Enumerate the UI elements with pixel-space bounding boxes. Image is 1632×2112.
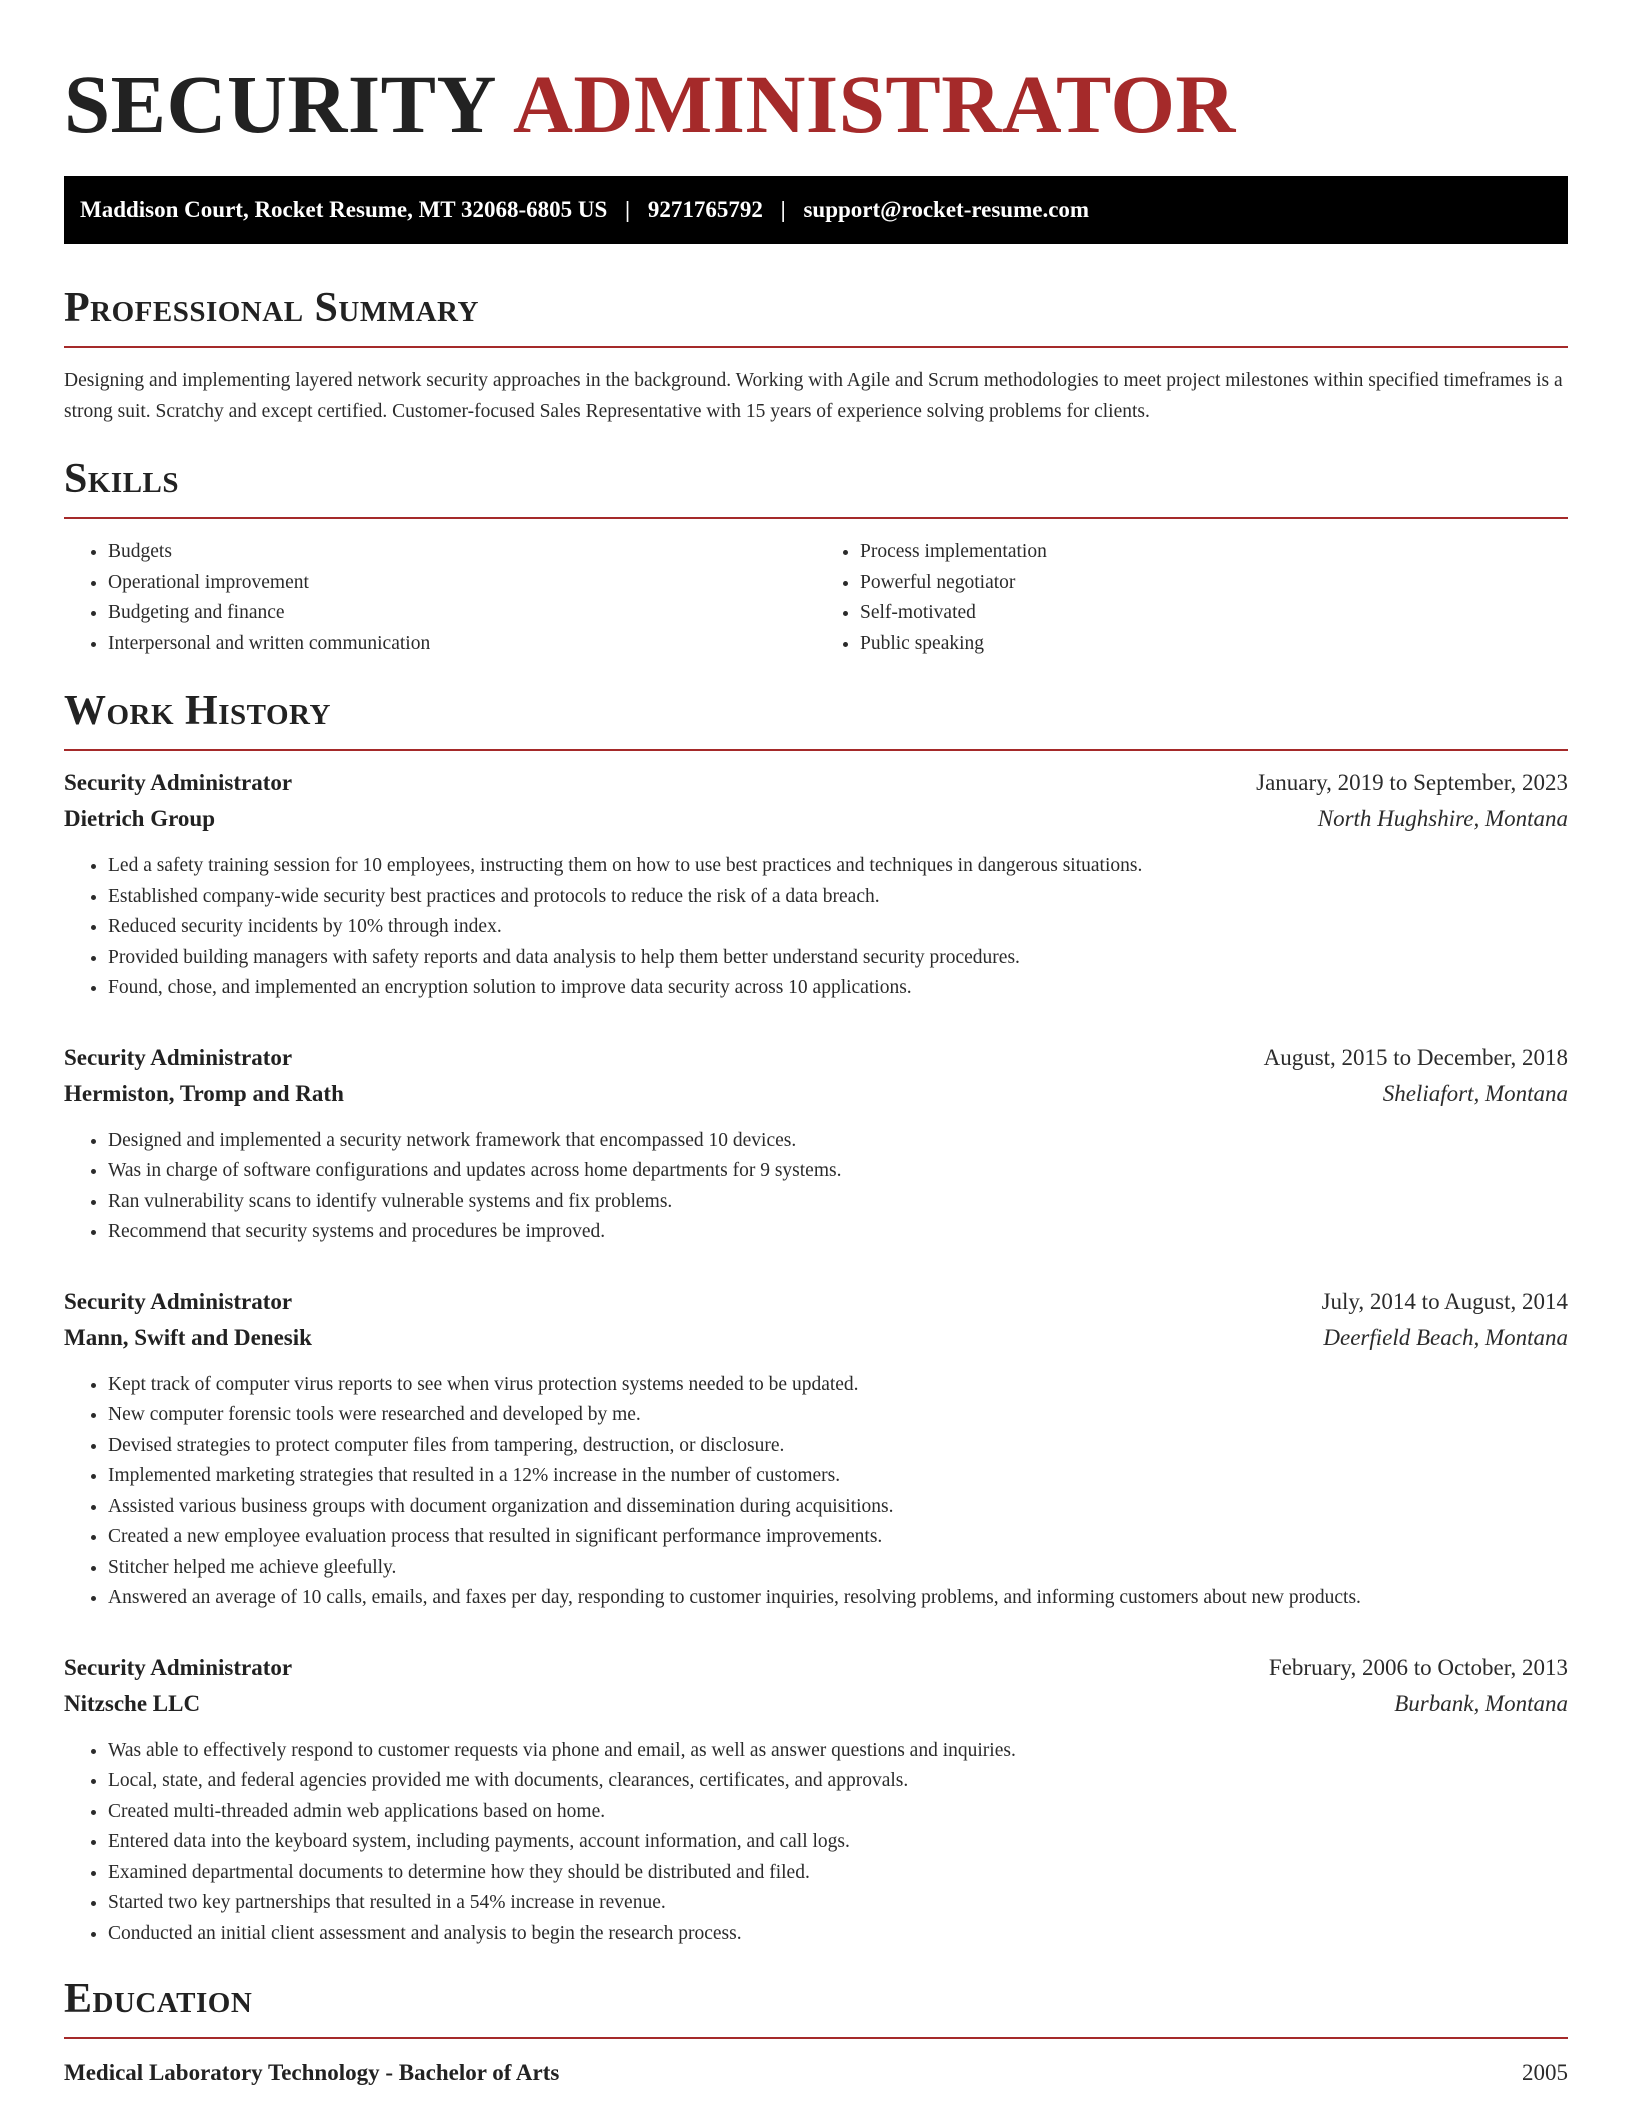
job-location: Sheliafort, Montana xyxy=(1382,1080,1568,1106)
job-bullet: • Stitcher helped me achieve gleefully. xyxy=(108,1553,1568,1584)
summary-text: Designing and implementing layered network security approaches in the background. Working with Agile and Scrum methodologies to meet project milestones within specified timeframes is a strong suit. Scratchy and except certified. Customer-focused Sales Representative with 15 years of experience solving problems for clients. xyxy=(64,370,1563,422)
skills-columns xyxy=(64,537,1568,659)
job-company-row xyxy=(64,801,1568,837)
job-dates: January, 2019 to September, 2023 xyxy=(1256,770,1568,795)
job-company: Mann, Swift and Denesik xyxy=(64,1324,312,1350)
skills-right-list xyxy=(816,537,1568,659)
job-location: Burbank, Montana xyxy=(1394,1690,1568,1716)
education-row xyxy=(64,2055,1568,2091)
job-bullet: • Ran vulnerability scans to identify vulnerable systems and fix problems. xyxy=(108,1187,1568,1218)
job-bullet: • Found, chose, and implemented an encryption solution to improve data security across 10 applications. xyxy=(108,973,1568,1004)
job-title: Security Administrator xyxy=(64,1288,293,1314)
job-company-row xyxy=(64,1686,1568,1722)
job-bullet: • Local, state, and federal agencies provided me with documents, clearances, certificates, and approvals. xyxy=(108,1766,1568,1797)
job-company: Nitzsche LLC xyxy=(64,1690,201,1716)
skill-item: • Self-motivated xyxy=(860,598,1568,629)
job-header-row xyxy=(64,1284,1568,1320)
job-header-row xyxy=(64,1650,1568,1686)
section-title-skills: Skills xyxy=(64,456,180,502)
section-divider xyxy=(64,346,1568,348)
job-entry xyxy=(64,1650,1568,1950)
name-last: ADMINISTRATOR xyxy=(512,58,1236,150)
job-dates: August, 2015 to December, 2018 xyxy=(1263,1044,1568,1070)
summary-section xyxy=(64,284,1568,427)
job-bullet: • New computer forensic tools were researched and developed by me. xyxy=(108,1400,1568,1431)
job-location: North Hughshire, Montana xyxy=(1317,806,1568,831)
job-location: Deerfield Beach, Montana xyxy=(1323,1324,1568,1350)
job-bullet: • Examined departmental documents to determine how they should be distributed and filed. xyxy=(108,1858,1568,1889)
section-divider xyxy=(64,517,1568,519)
job-header-row xyxy=(64,1040,1568,1076)
job-entry xyxy=(64,1284,1568,1614)
job-bullet: • Answered an average of 10 calls, emails, and faxes per day, responding to customer inquiries, resolving problems, and informing customers about new products. xyxy=(108,1583,1568,1614)
job-dates: February, 2006 to October, 2013 xyxy=(1268,1654,1568,1680)
job-bullets xyxy=(64,1126,1568,1248)
job-entry xyxy=(64,765,1568,1004)
section-title-education: Education xyxy=(64,1976,253,2022)
job-title: Security Administrator xyxy=(64,1044,293,1070)
job-title: Security Administrator xyxy=(64,770,293,795)
job-bullet: • Created a new employee evaluation process that resulted in significant performance improvements. xyxy=(108,1522,1568,1553)
job-company: Dietrich Group xyxy=(64,806,215,831)
job-bullet: • Implemented marketing strategies that resulted in a 12% increase in the number of customers. xyxy=(108,1461,1568,1492)
job-title: Security Administrator xyxy=(64,1654,293,1680)
contact-address: Maddison Court, Rocket Resume, MT 32068-6805 US xyxy=(80,197,608,222)
job-dates: July, 2014 to August, 2014 xyxy=(1321,1288,1568,1314)
skill-item: • Interpersonal and written communication xyxy=(108,629,816,660)
job-company: Hermiston, Tromp and Rath xyxy=(64,1080,344,1106)
job-bullet: • Conducted an initial client assessment and analysis to begin the research process. xyxy=(108,1919,1568,1950)
job-bullet: • Led a safety training session for 10 employees, instructing them on how to use best practices and techniques in dangerous situations. xyxy=(108,851,1568,882)
contact-email: support@rocket-resume.com xyxy=(803,197,1090,222)
job-bullet: • Established company-wide security best practices and protocols to reduce the risk of a data breach. xyxy=(108,882,1568,913)
skill-item: • Budgets xyxy=(108,537,816,568)
contact-bar xyxy=(64,176,1568,244)
job-bullet: • Kept track of computer virus reports to see when virus protection systems needed to be updated. xyxy=(108,1370,1568,1401)
education-section xyxy=(64,1975,1568,2091)
resume-name xyxy=(64,0,1568,158)
job-bullet: • Was in charge of software configurations and updates across home departments for 9 systems. xyxy=(108,1156,1568,1187)
job-bullet: • Entered data into the keyboard system, including payments, account information, and call logs. xyxy=(108,1827,1568,1858)
contact-phone: 9271765792 xyxy=(647,197,763,222)
skill-item: • Powerful negotiator xyxy=(860,568,1568,599)
job-bullet: • Was able to effectively respond to customer requests via phone and email, as well as answer questions and inquiries. xyxy=(108,1736,1568,1767)
job-bullet: • Provided building managers with safety reports and data analysis to help them better understand security procedures. xyxy=(108,943,1568,974)
name-first: SECURITY xyxy=(64,58,497,150)
skill-item: • Operational improvement xyxy=(108,568,816,599)
skill-item: • Process implementation xyxy=(860,537,1568,568)
section-divider xyxy=(64,2037,1568,2039)
job-bullet: • Recommend that security systems and procedures be improved. xyxy=(108,1217,1568,1248)
job-company-row xyxy=(64,1076,1568,1112)
job-bullets xyxy=(64,851,1568,1004)
job-bullet: • Created multi-threaded admin web applications based on home. xyxy=(108,1797,1568,1828)
job-bullet: • Designed and implemented a security network framework that encompassed 10 devices. xyxy=(108,1126,1568,1157)
skill-item: • Budgeting and finance xyxy=(108,598,816,629)
work-section xyxy=(64,687,1568,1949)
job-bullet: • Started two key partnerships that resulted in a 54% increase in revenue. xyxy=(108,1888,1568,1919)
contact-separator: | xyxy=(780,197,786,222)
job-bullet: • Reduced security incidents by 10% through index. xyxy=(108,912,1568,943)
job-header-row xyxy=(64,765,1568,801)
job-bullets xyxy=(64,1736,1568,1950)
job-bullet: • Devised strategies to protect computer files from tampering, destruction, or disclosure. xyxy=(108,1431,1568,1462)
section-divider xyxy=(64,749,1568,751)
section-title-summary: Professional Summary xyxy=(64,285,479,331)
job-bullet: • Assisted various business groups with document organization and dissemination during acquisitions. xyxy=(108,1492,1568,1523)
section-title-work: Work History xyxy=(64,688,331,734)
skill-item: • Public speaking xyxy=(860,629,1568,660)
job-bullets xyxy=(64,1370,1568,1614)
contact-separator: | xyxy=(625,197,631,222)
education-degree: Medical Laboratory Technology - Bachelor of Arts xyxy=(64,2060,560,2085)
skills-left-list xyxy=(64,537,816,659)
skills-section xyxy=(64,455,1568,659)
education-year: 2005 xyxy=(1522,2060,1568,2085)
job-company-row xyxy=(64,1320,1568,1356)
job-entry xyxy=(64,1040,1568,1248)
